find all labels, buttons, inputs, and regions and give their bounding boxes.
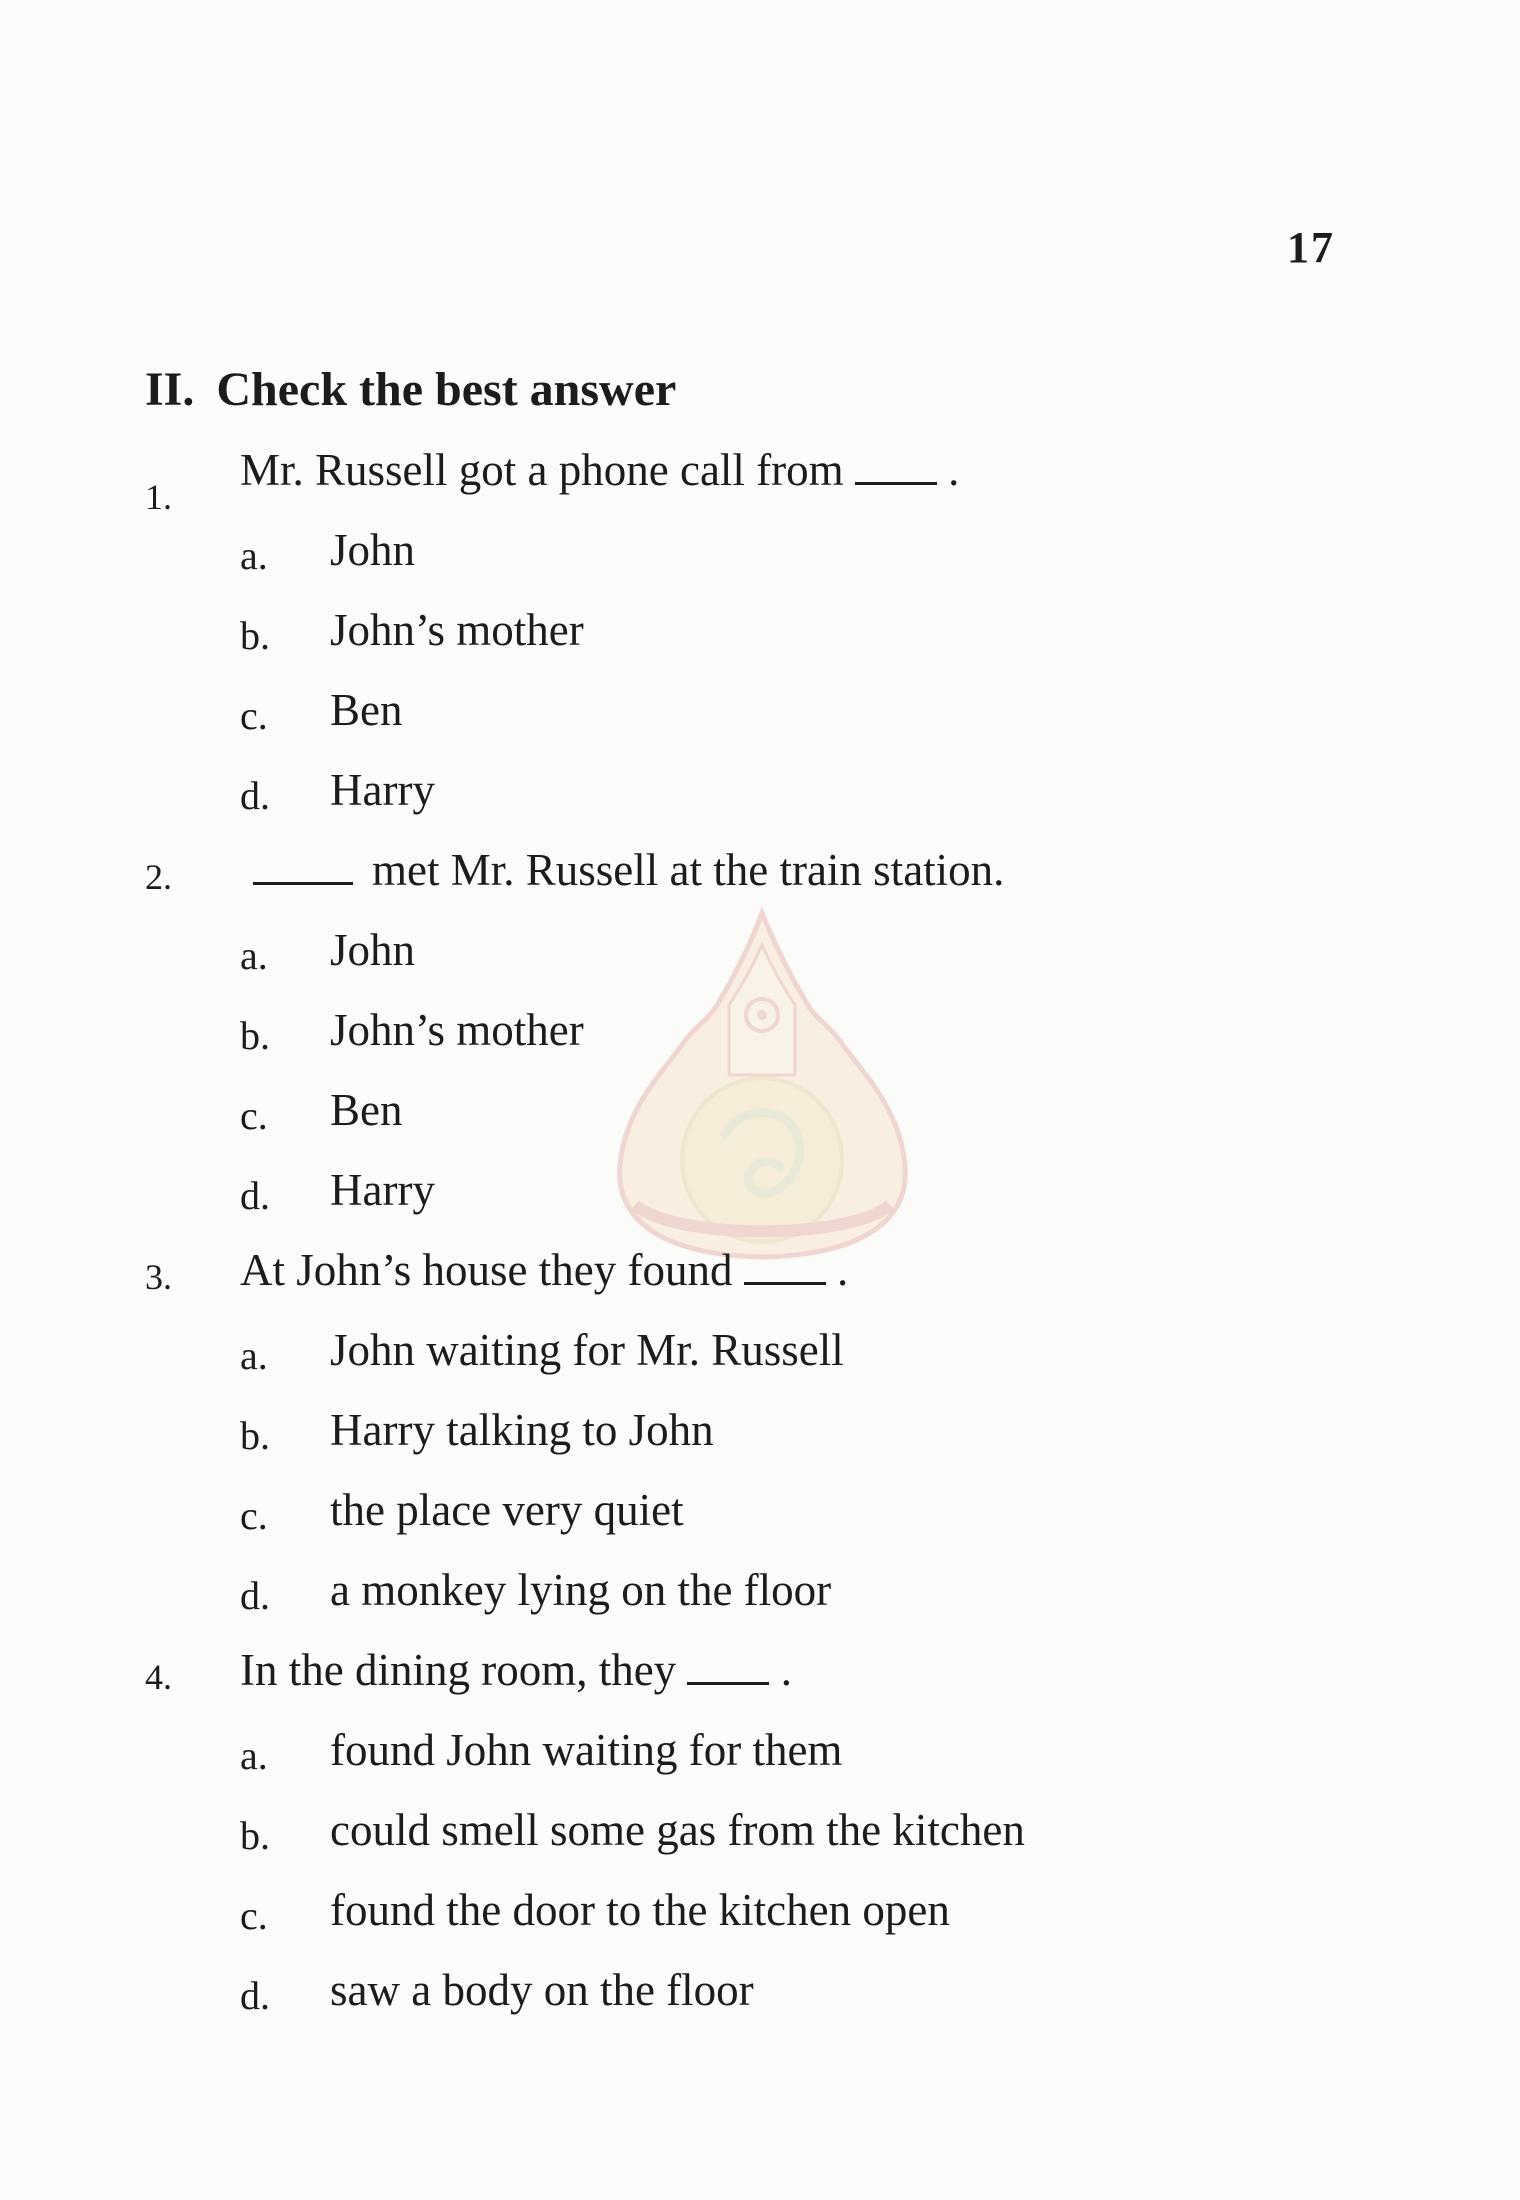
option-letter: a. bbox=[240, 533, 268, 578]
option-letter: c. bbox=[240, 693, 268, 738]
option-text: John’s mother bbox=[330, 605, 584, 655]
option-text: John bbox=[330, 525, 416, 575]
question-text-end: . bbox=[948, 445, 960, 495]
answer-blank bbox=[855, 452, 937, 485]
question-stem bbox=[240, 445, 960, 495]
option-text: Harry talking to John bbox=[330, 1405, 714, 1455]
option-letter: c. bbox=[240, 1093, 268, 1138]
answer-blank bbox=[687, 1652, 769, 1685]
section-number: II. bbox=[145, 363, 195, 416]
question-text: Mr. Russell got a phone call from bbox=[240, 445, 844, 495]
option-letter: b. bbox=[240, 1413, 270, 1458]
emblem-watermark-icon bbox=[615, 905, 910, 1260]
option-letter: d. bbox=[240, 1173, 270, 1218]
option-letter: c. bbox=[240, 1493, 268, 1538]
question-number: 2. bbox=[145, 857, 172, 897]
section-heading bbox=[145, 362, 676, 417]
option-text: Harry bbox=[330, 765, 435, 815]
question-stem bbox=[240, 1645, 792, 1695]
answer-blank-wrap bbox=[253, 848, 353, 893]
question-number: 3. bbox=[145, 1257, 172, 1297]
option-letter: d. bbox=[240, 773, 270, 818]
question-stem bbox=[240, 1245, 849, 1295]
option-text: Ben bbox=[330, 685, 403, 735]
option-text: the place very quiet bbox=[330, 1485, 684, 1535]
question-text: At John’s house they found bbox=[240, 1245, 733, 1295]
option-letter: b. bbox=[240, 1013, 270, 1058]
answer-blank bbox=[253, 852, 353, 885]
option-letter: a. bbox=[240, 1333, 268, 1378]
option-text: a monkey lying on the floor bbox=[330, 1565, 832, 1615]
option-text: saw a body on the floor bbox=[330, 1965, 754, 2015]
question-number: 4. bbox=[145, 1657, 172, 1697]
option-letter: b. bbox=[240, 613, 270, 658]
option-text: Ben bbox=[330, 1085, 403, 1135]
question-text: In the dining room, they bbox=[240, 1645, 677, 1695]
question-text-end: . bbox=[836, 1245, 849, 1295]
option-text: John bbox=[330, 925, 416, 975]
option-text: John’s mother bbox=[330, 1005, 584, 1055]
option-text: John waiting for Mr. Russell bbox=[330, 1325, 844, 1375]
option-letter: b. bbox=[240, 1813, 270, 1858]
question-text-end: . bbox=[780, 1645, 792, 1695]
question-text: met Mr. Russell at the train station. bbox=[372, 845, 1005, 895]
option-letter: d. bbox=[240, 1973, 270, 2018]
answer-blank bbox=[744, 1252, 826, 1285]
page-number: 17 bbox=[1287, 223, 1335, 272]
option-text: could smell some gas from the kitchen bbox=[330, 1805, 1025, 1855]
option-text: found John waiting for them bbox=[330, 1725, 843, 1775]
option-letter: d. bbox=[240, 1573, 270, 1618]
option-letter: a. bbox=[240, 933, 268, 978]
option-letter: a. bbox=[240, 1733, 268, 1778]
option-letter: c. bbox=[240, 1893, 268, 1938]
option-text: Harry bbox=[330, 1165, 435, 1215]
section-title: Check the best answer bbox=[216, 363, 677, 416]
question-number: 1. bbox=[145, 477, 172, 517]
option-text: found the door to the kitchen open bbox=[330, 1885, 950, 1935]
